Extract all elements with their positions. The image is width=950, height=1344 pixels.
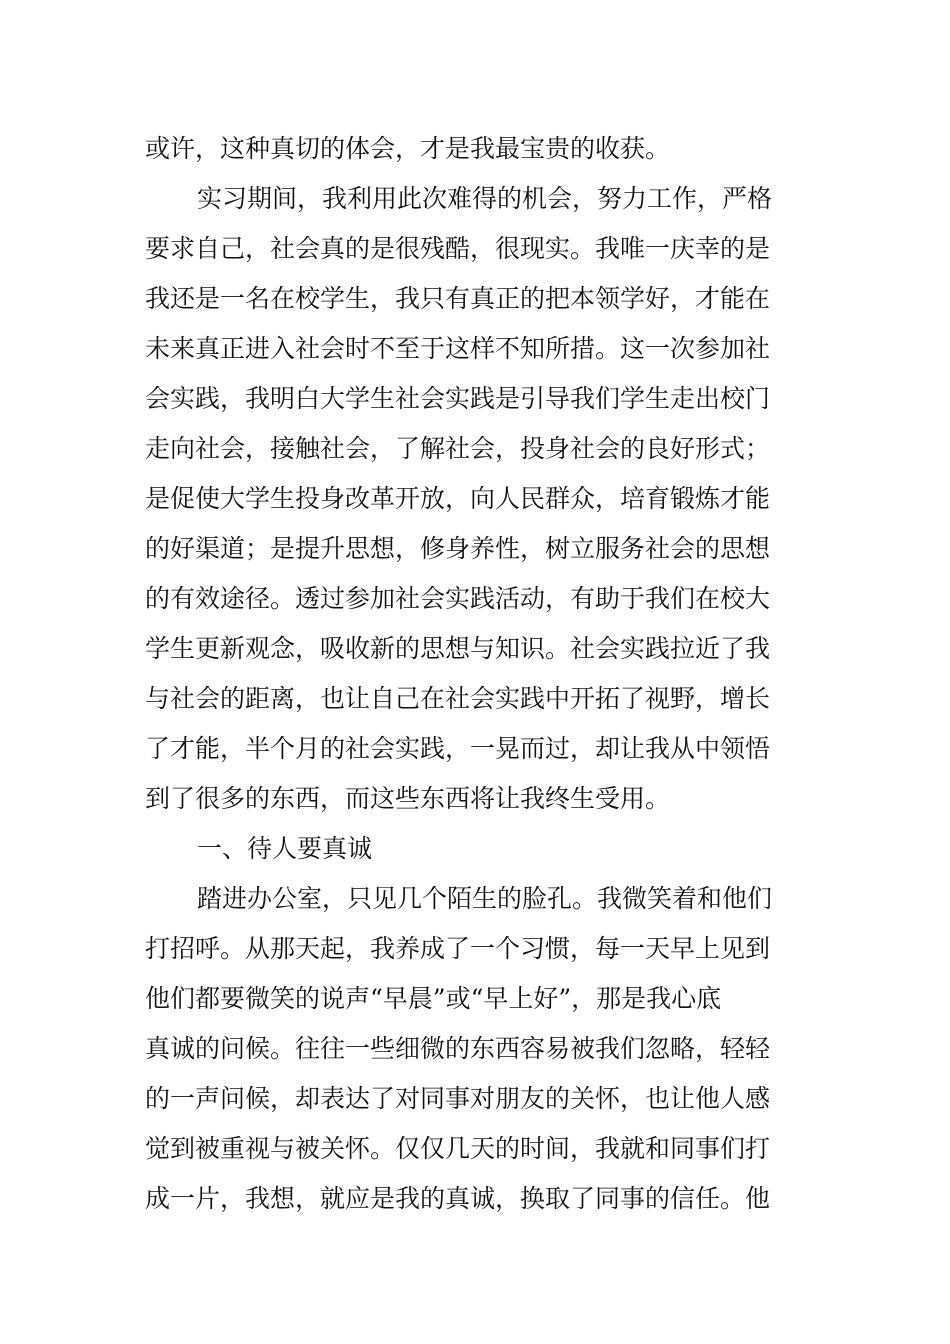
text-line: 觉到被重视与被关怀。仅仅几天的时间，我就和同事们打 xyxy=(145,1134,771,1163)
text-line: 打招呼。从那天起，我养成了一个习惯，每一天早上见到 xyxy=(145,934,771,963)
text-line: 他们都要微笑的说声“早晨”或“早上好”，那是我心底 xyxy=(145,984,722,1013)
text-line: 真诚的问候。往往一些细微的东西容易被我们忽略，轻轻 xyxy=(145,1034,771,1063)
text-line: 的一声问候，却表达了对同事对朋友的关怀，也让他人感 xyxy=(145,1084,771,1113)
text-line: 未来真正进入社会时不至于这样不知所措。这一次参加社 xyxy=(145,334,771,363)
text-line: 我还是一名在校学生，我只有真正的把本领学好，才能在 xyxy=(145,284,771,313)
text-line: 的有效途径。透过参加社会实践活动，有助于我们在校大 xyxy=(145,584,771,613)
text-line: 要求自己，社会真的是很残酷，很现实。我唯一庆幸的是 xyxy=(145,234,771,263)
text-line: 了才能，半个月的社会实践，一晃而过，却让我从中领悟 xyxy=(145,734,771,763)
text-line: 的好渠道；是提升思想，修身养性，树立服务社会的思想 xyxy=(145,534,771,563)
document-body xyxy=(145,124,815,1224)
text-line: 或许，这种真切的体会，才是我最宝贵的收获。 xyxy=(145,134,671,163)
paragraph-start-line: 踏进办公室，只见几个陌生的脸孔。我微笑着和他们 xyxy=(197,884,773,913)
text-line: 学生更新观念，吸收新的思想与知识。社会实践拉近了我 xyxy=(145,634,771,663)
paragraph-start-line: 实习期间，我利用此次难得的机会，努力工作，严格 xyxy=(197,184,773,213)
section-heading: 一、待人要真诚 xyxy=(197,834,373,863)
text-line: 走向社会，接触社会，了解社会，投身社会的良好形式； xyxy=(145,434,771,463)
text-line: 会实践，我明白大学生社会实践是引导我们学生走出校门 xyxy=(145,384,771,413)
text-line: 到了很多的东西，而这些东西将让我终生受用。 xyxy=(145,784,671,813)
text-line: 成一片，我想，就应是我的真诚，换取了同事的信任。他 xyxy=(145,1184,771,1213)
text-line: 与社会的距离，也让自己在社会实践中开拓了视野，增长 xyxy=(145,684,771,713)
text-line: 是促使大学生投身改革开放，向人民群众，培育锻炼才能 xyxy=(145,484,771,513)
